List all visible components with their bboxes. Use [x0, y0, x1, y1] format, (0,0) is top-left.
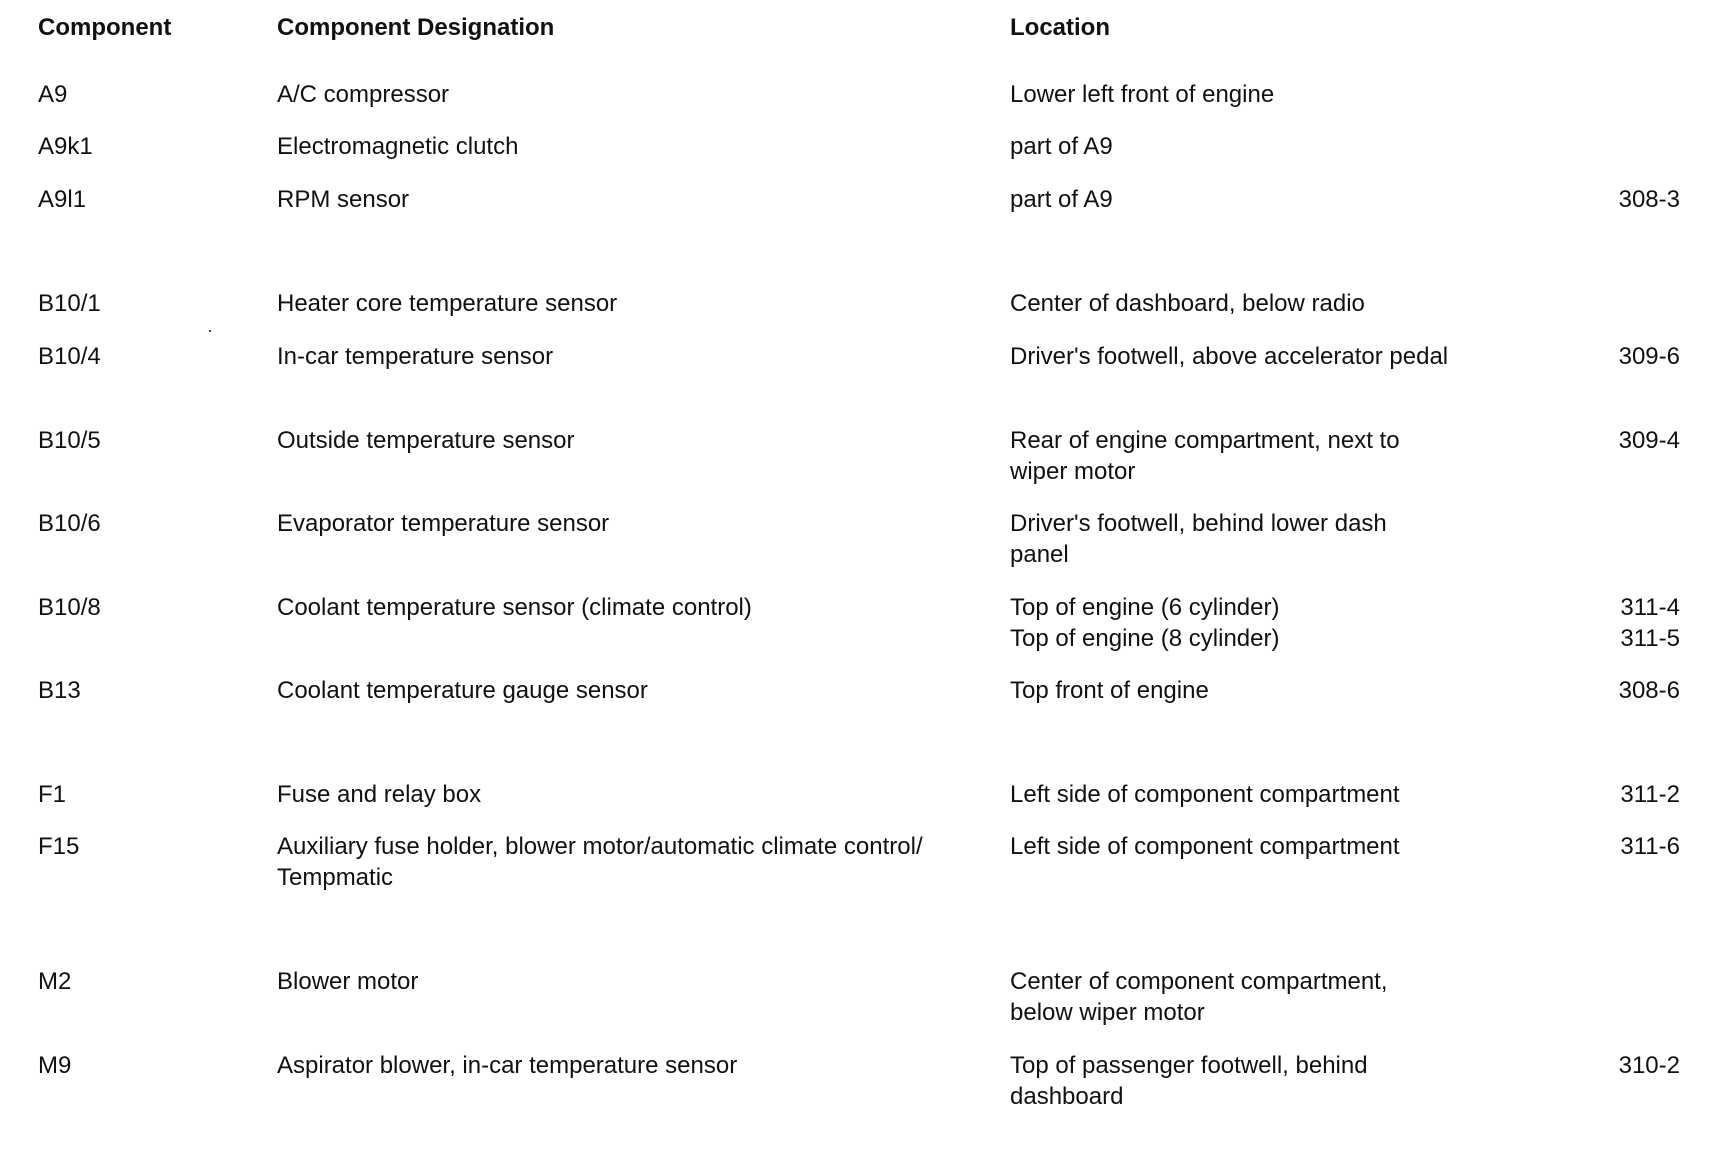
component-location: Top of engine (8 cylinder) [1010, 625, 1280, 652]
component-location: Top of engine (6 cylinder) [1010, 594, 1280, 621]
component-location: Driver's footwell, above accelerator pedal [1010, 343, 1449, 370]
component-location: Driver's footwell, behind lower dash panel [1010, 510, 1387, 568]
component-designation: Coolant temperature gauge sensor [277, 677, 648, 704]
component-designation: Auxiliary fuse holder, blower motor/automatic climate control/ Tempmatic [277, 833, 923, 891]
component-location: Lower left front of engine [1010, 81, 1275, 108]
component-designation: A/C compressor [277, 81, 450, 108]
reference-number: 308-3 [1618, 186, 1680, 213]
component-code: A9l1 [38, 186, 87, 213]
component-location: Left side of component compartment [1010, 833, 1400, 860]
component-location: Top of passenger footwell, behind dashboard [1010, 1052, 1368, 1110]
component-location: Center of dashboard, below radio [1010, 290, 1365, 317]
component-code: F15 [38, 833, 80, 860]
reference-number: 308-6 [1618, 677, 1680, 704]
component-location: part of A9 [1010, 133, 1113, 160]
reference-number: 311-6 [1620, 833, 1680, 860]
reference-number: 311-5 [1620, 625, 1680, 652]
component-code: M2 [38, 968, 72, 995]
reference-number: 311-4 [1620, 594, 1680, 621]
reference-number: 309-4 [1618, 427, 1680, 454]
component-location: Top front of engine [1010, 677, 1209, 704]
component-designation: Blower motor [277, 968, 419, 995]
component-code: B10/1 [38, 290, 101, 317]
component-location: Left side of component compartment [1010, 781, 1400, 808]
component-designation: Heater core temperature sensor [277, 290, 618, 317]
component-code: M9 [38, 1052, 72, 1079]
component-designation: Fuse and relay box [277, 781, 482, 808]
component-code: A9 [38, 81, 68, 108]
component-code: B10/8 [38, 594, 101, 621]
component-location: part of A9 [1010, 186, 1113, 213]
component-code: B10/4 [38, 343, 101, 370]
reference-number: 309-6 [1618, 343, 1680, 370]
header-location: Location [1010, 14, 1110, 41]
header-designation: Component Designation [277, 14, 555, 41]
reference-number: 310-2 [1618, 1052, 1680, 1079]
component-code: A9k1 [38, 133, 93, 160]
component-code: F1 [38, 781, 67, 808]
component-code: B10/5 [38, 427, 101, 454]
component-code: B10/6 [38, 510, 101, 537]
component-designation: Outside temperature sensor [277, 427, 575, 454]
component-designation: Aspirator blower, in-car temperature sensor [277, 1052, 738, 1079]
component-designation: Coolant temperature sensor (climate control) [277, 594, 752, 621]
component-designation: In-car temperature sensor [277, 343, 554, 370]
component-designation: Evaporator temperature sensor [277, 510, 610, 537]
component-designation: Electromagnetic clutch [277, 133, 519, 160]
component-location: Center of component compartment, below wiper motor [1010, 968, 1388, 1026]
reference-number: 311-2 [1620, 781, 1680, 808]
component-location: Rear of engine compartment, next to wiper motor [1010, 427, 1400, 485]
table-header [0, 14, 1728, 48]
component-designation: RPM sensor [277, 186, 410, 213]
scan-speck [209, 330, 211, 332]
header-component: Component [38, 14, 172, 41]
component-code: B13 [38, 677, 81, 704]
